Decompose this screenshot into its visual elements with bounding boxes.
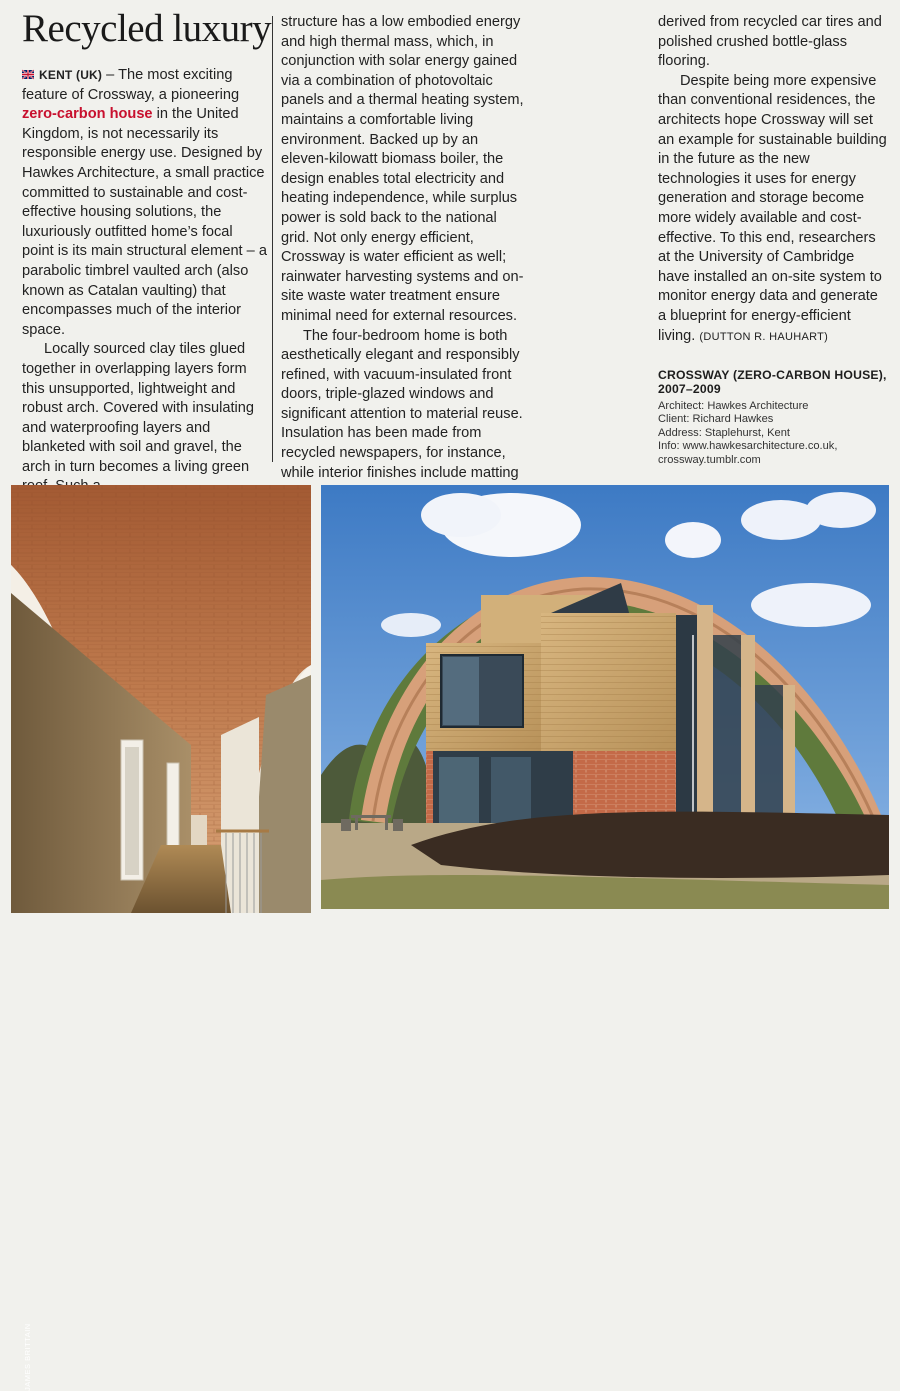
paragraph-text: in the United Kingdom, is not necessarily its responsible energy use. Designed by Hawkes Architecture, a small practice committed to sustainable and cost-effective housing solutions, the luxuriously outfitted home’s focal point is its main structural element – a parabolic timbrel vaulted arch (also known as Catalan vaulting) that encompasses much of the interior space. [22,106,267,338]
paragraph-text: – The most exciting feature of Crossway, a pioneering [22,67,240,103]
exterior-photo-illustration [321,485,889,909]
fact-client: Client: Richard Hawkes [658,413,774,426]
article-column-1 [22,66,268,497]
fact-box-heading: CROSSWAY (ZERO-CARBON HOUSE), 2007–2009 [658,368,887,396]
article-title: Recycled luxury [22,7,272,50]
article-column-2 [281,13,525,483]
author-byline: (DUTTON R. HAUHART) [699,330,829,343]
interior-photo [11,485,311,1391]
topic-highlight-link[interactable]: zero-carbon house [22,106,153,123]
fact-info-url[interactable]: Info: www.hawkesarchitecture.co.uk, [658,440,838,453]
uk-flag-icon [22,70,34,79]
fact-architect: Architect: Hawkes Architecture [658,400,809,412]
paragraph [22,66,268,340]
photo-credit: JAMES BRITTAIN [23,1323,32,1391]
interior-photo-illustration [11,485,311,913]
fact-info-url-2[interactable]: crossway.tumblr.com [658,453,761,466]
exterior-photo [321,485,889,909]
column-divider [272,16,273,462]
paragraph: The four-bedroom home is both aesthetically elegant and responsibly refined, with vacuum-insulated front doors, triple-glazed windows and significant attention to material reuse. Insulation has been made from recycled newspapers, for instance, while interior finishes include matting [281,327,523,481]
paragraph-text: Despite being more expensive than conventional residences, the architects hope Crossway will set an example for sustainable building in the future as the new technologies it uses for energy generation and storage become more widely available and cost-effective. To this end, researchers at the University of Cambridge have installed an on-site system to monitor energy data and generate a blueprint for energy-efficient living. [658,72,887,344]
paragraph: Locally sourced clay tiles glued together in overlapping layers form this unsupported, lightweight and robust arch. Covered with insulating and waterproofing layers and blanketed with soil and gravel, the arch in turn becomes a living green [22,341,254,475]
article-column-3 [658,13,888,347]
fact-address: Address: Staplehurst, Kent [658,426,790,439]
paragraph: structure has a low embodied energy and high thermal mass, which, in conjunction with solar energy gained via a combination of photovoltaic panels and a thermal heating system, maintains a comfortable living environment. Backed up by an eleven-kilowatt biomass boiler, the design enables total electricity and heating independence, while surplus power is sold back to the national grid. Not only energy efficient, Crossway is water efficient as well; rainwater harvesting systems and on-site waste water treatment ensure minimal need for external resources. [281,14,524,324]
fact-box [658,368,890,467]
paragraph: derived from recycled car tires and polished crushed bottle-glass flooring. [658,14,882,70]
paragraph [658,72,888,347]
location-label: KENT (UK) [39,68,103,82]
